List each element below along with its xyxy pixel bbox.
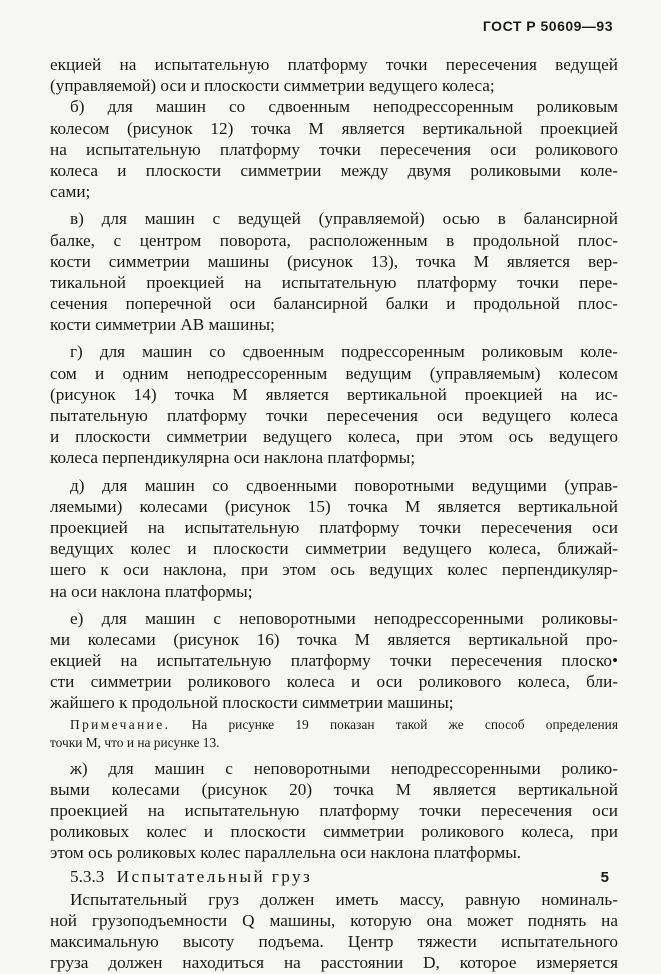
paragraph-test-load [50, 889, 618, 974]
note-block [50, 716, 618, 752]
text-line: проекцией на испытательную платформу точки пересечения оси [50, 801, 618, 820]
note-text: На рисунке 19 показан такой же способ определения [191, 716, 618, 732]
text-line: сами; [50, 182, 91, 202]
text-line: груза должен находиться на расстоянии D, которое измеряется [50, 953, 618, 973]
text-line: проекцией на испытательную платформу точки пересечения оси [50, 517, 618, 537]
text-line: ной грузоподъемности Q машины, которую она может поднять на [50, 910, 618, 930]
paragraph-e [50, 608, 618, 714]
text-line: тикальной проекцией на испытательную платформу точки пере- [50, 272, 618, 292]
note-label: Примечание. [70, 716, 171, 732]
text-line: кости симметрии машины (рисунок 13), точка М является вер- [50, 251, 618, 271]
note-line [50, 716, 618, 734]
note-line: точки М, что и на рисунке 13. [50, 734, 220, 750]
section-number: 5.3.3 [70, 866, 105, 886]
text-line: выми колесами (рисунок 20) точка М является вертикальной [50, 779, 618, 799]
section-title: Испытательный груз [116, 866, 313, 886]
text-line: сечения поперечной оси балансирной балки и продольной плос- [50, 294, 618, 314]
text-line: сом и одним неподрессоренным ведущим (управляемым) колесом [50, 363, 618, 383]
text-line: (рисунок 14) точка М является вертикальной проекцией на ис- [50, 384, 618, 404]
text-line: (управляемой) оси и плоскости симметрии ведущего колеса; [50, 76, 495, 96]
paragraph-zh [50, 758, 618, 864]
paragraph-continuation [50, 54, 618, 96]
text-line: на оси наклона платформы; [50, 581, 253, 601]
text-line: пытательную платформу точки пересечения оси ведущего колеса [50, 406, 618, 425]
text-line: б) для машин со сдвоенным неподрессоренным роликовым [70, 97, 618, 117]
text-line: ляемыми) колесами (рисунок 15) точка М является вертикальной [50, 496, 618, 516]
text-line: г) для машин со сдвоенным подрессоренным роликовым коле- [70, 342, 618, 362]
text-line: кости симметрии АВ машины; [50, 315, 275, 335]
text-line: шего к оси наклона, при этом ось ведущих колес перпендикуляр- [50, 560, 618, 580]
text-line: роликовых колес и плоскости симметрии роликового колеса, при [50, 822, 618, 842]
text-line: ведущих колес и плоскости симметрии ведущего колеса, ближай- [50, 539, 618, 559]
text-line: ж) для машин с неповоротными неподрессоренными ролико- [70, 758, 618, 778]
paragraph-b [50, 96, 618, 202]
text-line: ми колесами (рисунок 16) точка М является вертикальной про- [50, 629, 618, 649]
text-line: жайшего к продольной плоскости симметрии машины; [50, 693, 454, 713]
text-line: Испытательный груз должен иметь массу, равную номиналь- [70, 889, 618, 909]
text-line: сти симметрии роликового колеса и оси роликового колеса, бли- [50, 672, 618, 692]
document-header: ГОСТ Р 50609—93 [482, 18, 613, 34]
text-line: колеса и плоскости симметрии между двумя роликовыми коле- [50, 160, 618, 180]
text-line: екцией на испытательную платформу точки пересечения ведущей [50, 55, 618, 74]
text-line: и плоскости симметрии ведущего колеса, при этом ось ведущего [50, 427, 618, 447]
text-line: максимальную высоту подъема. Центр тяжести испытательного [50, 932, 618, 952]
paragraph-d [50, 475, 618, 602]
text-line: д) для машин со сдвоенными поворотными ведущими (управ- [70, 475, 618, 495]
section-heading [50, 866, 618, 887]
text-line: этом ось роликовых колес параллельна оси наклона платформы. [50, 843, 522, 863]
text-line: балке, с центром поворота, расположенным в продольной плос- [50, 230, 618, 250]
text-line: колесом (рисунок 12) точка М является вертикальной проекцией [50, 118, 618, 138]
page-number: 5 [600, 869, 609, 886]
paragraph-v [50, 208, 618, 335]
page-body [50, 54, 618, 974]
paragraph-g [50, 341, 618, 468]
text-line: е) для машин с неповоротными неподрессоренными роликовы- [70, 608, 618, 628]
text-line: в) для машин с ведущей (управляемой) осью в балансирной [70, 209, 618, 229]
text-line: на испытательную платформу точки пересечения оси роликового [50, 139, 618, 159]
text-line: колеса перпендикулярна оси наклона платформы; [50, 448, 416, 468]
text-line: екцией на испытательную платформу точки пересечения плоско• [50, 651, 618, 671]
